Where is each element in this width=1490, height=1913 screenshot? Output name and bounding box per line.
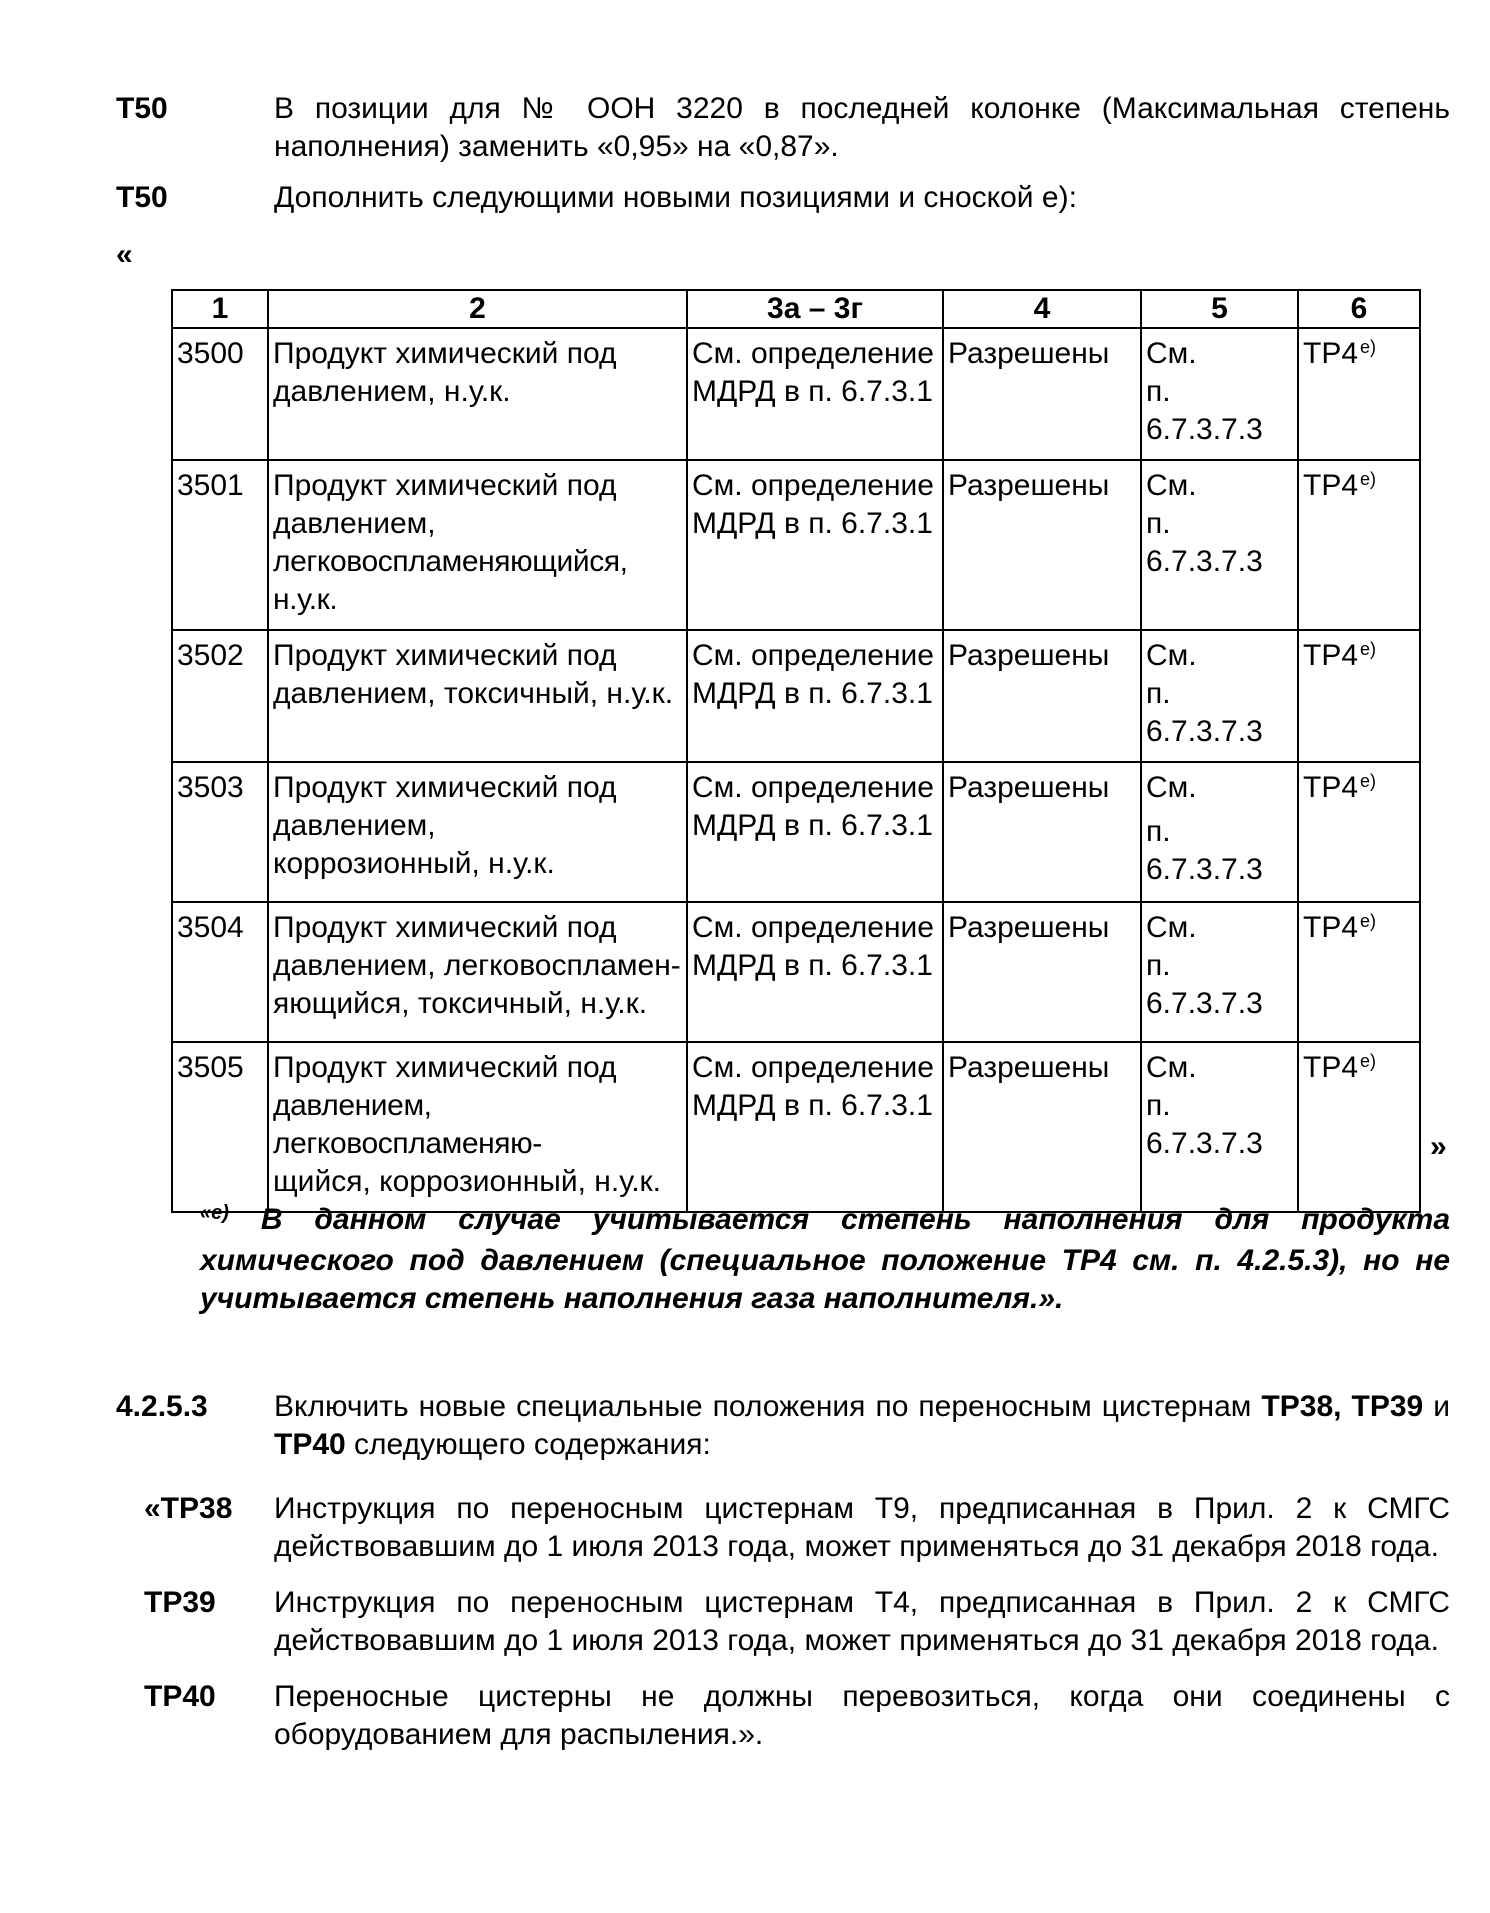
reference-line: См. [1146,911,1197,944]
name-line: давлением, легковоспламеняю- [273,1089,542,1160]
provision-code: TP4 [1303,771,1359,804]
footnote-e [200,1201,1450,1318]
provision-tp39 [144,1584,1450,1660]
name-line: Продукт химический под [273,771,617,804]
paragraph-t50-replace [116,90,1450,166]
paragraph-t50-add [116,179,1450,217]
un-number-cell: 3500 [172,328,268,460]
instruction-cell: См. определение МДРД в п. 6.7.3.1 [687,1042,943,1212]
provision-cell [1298,1042,1420,1212]
reference-line: См. [1146,639,1197,672]
provision-label: TP39 [144,1586,216,1619]
reference-cell [1141,902,1298,1042]
footnote-text: В данном случае учитывается степень наполнения для продукта химического под давлением (специальное положение TP4 см. п. 4.2.5.3), но не учитывается степень наполнения газа наполнителя.». [200,1203,1450,1315]
provision-label: TP40 [144,1680,216,1713]
paragraph-text: Дополнить следующими новыми позициями и сноской e): [274,181,1077,214]
reference-cell [1141,762,1298,902]
footnote-marker: «e) [200,1202,229,1224]
name-line: яющийся, токсичный, н.у.к. [273,987,648,1020]
footnote-ref: e) [1360,771,1377,791]
provision-text: Инструкция по переносным цистернам T4, предписанная в Прил. 2 к СМГС действовавшим до 1 июля 2013 года, может применяться до 31 декабря 2018 года. [274,1586,1450,1657]
instruction-cell: См. определение МДРД в п. 6.7.3.1 [687,460,943,630]
provision-text: Инструкция по переносным цистернам T9, предписанная в Прил. 2 к СМГС действовавшим до 1 июля 2013 года, может применяться до 31 декабря 2018 года. [274,1492,1450,1563]
name-cell [268,902,687,1042]
table-row [172,630,1420,762]
un-entries-table [171,289,1421,1213]
name-cell: Продукт химический под давлением, токсичный, н.у.к. [268,630,687,762]
close-quote: » [1430,1130,1447,1163]
name-line: давлением, легковоспламен- [273,949,681,982]
reference-cell [1141,630,1298,762]
reference-line: См. [1146,771,1197,804]
name-line: Продукт химический под [273,1051,617,1084]
reference-cell [1141,1042,1298,1212]
name-line: щийся, коррозионный, н.у.к. [273,1165,661,1198]
name-line: Продукт химический под [273,911,617,944]
provision-tp38 [144,1490,1450,1566]
provision-code: TP4 [1303,639,1359,672]
reference-line: См. [1146,337,1197,370]
status-cell: Разрешены [943,1042,1141,1212]
footnote-ref: e) [1360,337,1377,357]
footnote-ref: e) [1360,911,1377,931]
name-cell [268,460,687,630]
un-number-cell: 3501 [172,460,268,630]
provision-tp40 [144,1678,1450,1754]
footnote-ref: e) [1360,639,1377,659]
section-text-part: Включить новые специальные положения по переносным цистернам [274,1390,1262,1423]
section-text [274,1388,1450,1464]
footnote-ref: e) [1360,1051,1377,1071]
column-header: 3а – 3г [687,290,943,328]
provision-cell [1298,630,1420,762]
instruction-cell: См. определение МДРД в п. 6.7.3.1 [687,328,943,460]
open-quote: « [116,238,133,271]
instruction-cell: См. определение МДРД в п. 6.7.3.1 [687,630,943,762]
provision-cell [1298,762,1420,902]
provision-label: «TP38 [144,1492,233,1525]
section-4-2-5-3 [116,1388,1450,1464]
reference-cell [1141,460,1298,630]
table-row [172,902,1420,1042]
reference-cell [1141,328,1298,460]
provision-text: Переносные цистерны не должны перевозиться, когда они соединены с оборудованием для распыления.». [274,1680,1450,1751]
paragraph-label: T50 [116,92,168,125]
provision-code: TP4 [1303,469,1359,502]
section-text-bold: TP38, TP39 [1261,1390,1424,1423]
instruction-cell: См. определение МДРД в п. 6.7.3.1 [687,762,943,902]
column-header: 4 [943,290,1141,328]
reference-line: п. 6.7.3.7.3 [1146,677,1263,748]
section-label: 4.2.5.3 [116,1390,208,1423]
column-header: 6 [1298,290,1420,328]
column-header: 2 [268,290,687,328]
reference-line: п. 6.7.3.7.3 [1146,507,1263,578]
paragraph-text: В позиции для № ООН 3220 в последней колонке (Максимальная степень наполнения) заменить «0,95» на «0,87». [274,92,1450,163]
table-row [172,762,1420,902]
name-cell: Продукт химический под давлением, н.у.к. [268,328,687,460]
table-row [172,328,1420,460]
reference-line: п. 6.7.3.7.3 [1146,949,1263,1020]
instruction-cell: См. определение МДРД в п. 6.7.3.1 [687,902,943,1042]
section-text-part: следующего содержания: [345,1428,711,1461]
provision-code: TP4 [1303,1051,1359,1084]
reference-line: п. 6.7.3.7.3 [1146,1089,1263,1160]
table-row [172,460,1420,630]
section-text-part: и [1423,1390,1451,1423]
provision-cell [1298,460,1420,630]
status-cell: Разрешены [943,460,1141,630]
reference-line: п. 6.7.3.7.3 [1146,375,1263,446]
section-text-bold: TP40 [274,1428,346,1461]
paragraph-label: T50 [116,181,168,214]
column-header: 5 [1141,290,1298,328]
reference-line: См. [1146,469,1197,502]
table-header-row [172,290,1420,328]
name-line: Продукт химический под [273,469,617,502]
name-cell [268,1042,687,1212]
name-line: давлением, [273,809,436,842]
status-cell: Разрешены [943,902,1141,1042]
status-cell: Разрешены [943,630,1141,762]
name-cell [268,762,687,902]
un-number-cell: 3502 [172,630,268,762]
column-header: 1 [172,290,268,328]
footnote-ref: e) [1360,469,1377,489]
reference-line: п. 6.7.3.7.3 [1146,815,1263,886]
name-line: легковоспламеняющийся, н.у.к. [273,545,628,616]
name-line: давлением, [273,507,436,540]
un-number-cell: 3505 [172,1042,268,1212]
table-row [172,1042,1420,1212]
provision-cell [1298,328,1420,460]
status-cell: Разрешены [943,762,1141,902]
provision-code: TP4 [1303,337,1359,370]
un-number-cell: 3504 [172,902,268,1042]
reference-line: См. [1146,1051,1197,1084]
name-line: коррозионный, н.у.к. [273,847,555,880]
provision-code: TP4 [1303,911,1359,944]
provision-cell [1298,902,1420,1042]
status-cell: Разрешены [943,328,1141,460]
un-number-cell: 3503 [172,762,268,902]
